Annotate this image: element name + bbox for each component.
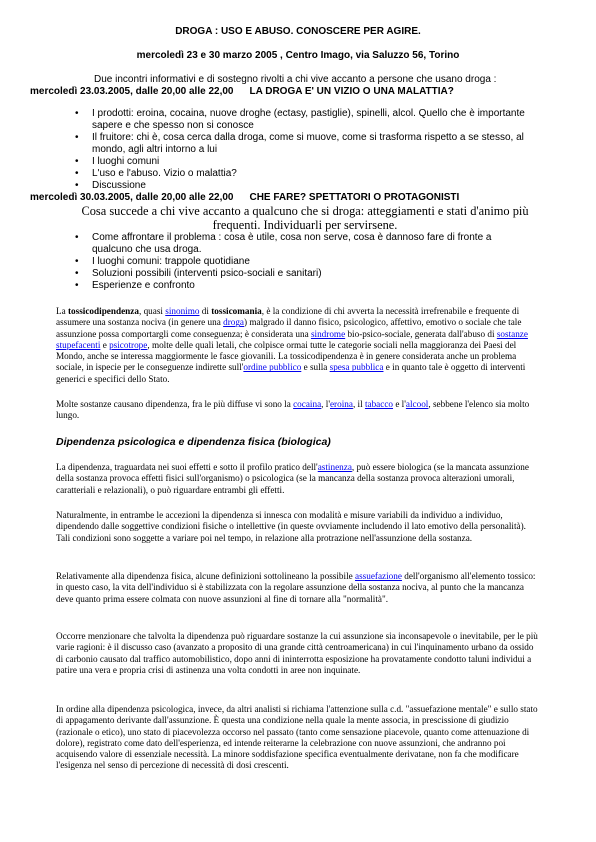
link-spesa-pubblica[interactable]: spesa pubblica	[329, 362, 384, 373]
link-ordine-pubblico[interactable]: ordine pubblico	[243, 362, 302, 373]
text-run: e l'	[393, 399, 406, 409]
session2-date: mercoledì 30.03.2005, dalle 20,00 alle 22,00	[30, 192, 234, 203]
link-tabacco[interactable]: tabacco	[364, 399, 394, 409]
link-astinenza[interactable]: astinenza	[317, 462, 352, 472]
session1-heading	[30, 86, 454, 97]
list-item: • I luoghi comuni	[0, 156, 532, 168]
text-run: ) malgrado il danno fisico, psicologico, affettivo, emotivo o sociale che tale assunzione possa comportargli come conseguenza; è considerata una	[56, 317, 522, 339]
link-droga[interactable]: droga	[223, 317, 245, 328]
page-title: DROGA : USO E ABUSO. CONOSCERE PER AGIRE.	[175, 26, 421, 37]
text-run: e sulla	[301, 362, 330, 373]
text-run: Relativamente alla dipendenza fisica, alcune definizioni sottolineano la possibile	[56, 571, 356, 581]
text-run: bio-psico-sociale, generata dall'abuso di	[345, 328, 497, 339]
list-item: • Soluzioni possibili (interventi psico-sociali e sanitari)	[0, 268, 532, 280]
list-item: • Come affrontare il problema : cosa è utile, cosa non serve, cosa è dannoso fare di fronte a qualcuno che usa droga.	[0, 232, 532, 256]
list-item: • Esperienze e confronto	[0, 280, 532, 292]
paragraph-dipendenza	[56, 462, 540, 496]
link-sindrome[interactable]: sindrome	[310, 328, 346, 339]
session2-quote: Cosa succede a chi vive accanto a qualcuno che si droga: atteggiamenti e stati d'animo più frequenti. Individuarli per servirsene.	[81, 204, 529, 232]
session1-date: mercoledì 23.03.2005, dalle 20,00 alle 22,00	[30, 86, 234, 97]
term-tossicomania: tossicomania	[211, 306, 262, 316]
paragraph-tossicodipendenza	[56, 306, 540, 385]
link-assuefazione[interactable]: assuefazione	[355, 571, 402, 581]
paragraph-sostanze	[56, 399, 540, 422]
text-run: , può essere biologica (se la mancata assunzione della sostanza provoca effetti fisici sull'organismo) o psicologica (se la mancanza della sostanza provoca alterazioni umorali, caratteriali e relazionali), o può riguardare entrambi gli effetti.	[56, 462, 529, 495]
text-run: Molte sostanze causano dipendenza, fra le più diffuse vi sono la	[56, 399, 294, 409]
text-run: La	[56, 306, 68, 316]
text-run: , molte delle quali letali, che colpisce ormai tutte le categorie sociali nella maggioranza dei Paesi del Mondo, anche se interessa maggiormente le fasce giovanili. La tossicodipendenza è in genere considerata anche un problema sociale, in ispecie per le conseguenze indirette sull'	[56, 339, 517, 373]
link-alcool[interactable]: alcool	[405, 399, 429, 409]
session2-topic: CHE FARE? SPETTATORI O PROTAGONISTI	[249, 192, 460, 203]
text-run: , l'	[321, 399, 330, 409]
text-run: di	[199, 306, 212, 316]
paragraph-dipendenza-psicologica: In ordine alla dipendenza psicologica, invece, da altri analisti si richiama l'attenzione sulla c.d. "assuefazione mentale" e sullo stato di appagamento derivante dall'assunzione. È questa una condizione nella quale la mente associa, in prescissione di giudizio (razionale o etico), uno stato di piacevolezza occorso nel passato (tanto come sensazione piacevole, quanto come attenuazione di dolore), registrato come dato dell'esperienza, ed intende reiterarne la celebrazione con nuove assunzioni, che andranno poi acquisendo valore di essenziale necessità. La minore soddisfazione specifica eventualmente derivatane, non fa che modificare l'esigenza nel senso di percezione di necessità di dosi crescenti.	[56, 704, 538, 771]
paragraph-inquinamento: Occorre menzionare che talvolta la dipendenza può riguardare sostanze la cui assunzione sia inconsapevole o inevitabile, per le più varie ragioni: è il discusso caso (avanzato a proposito di una grande città centroamericana) in cui l'inquinamento urbano da ossido di carbonio causato dal traffico automobilistico, dopo anni di ininterrotta esposizione ha provatamente condotto taluni individui a patire una vera e propria crisi di astinenza una volta condotti in aree non inquinate.	[56, 631, 538, 675]
text-run: dell'organismo all'elemento tossico: in questo caso, la vita dell'individuo si è stabilizzata con la regolare assunzione della sostanza nociva, al punto che la mancanza deve quanto prima essere colmata con nuove assunzioni al fine di tornare alla "normalità".	[56, 571, 536, 604]
link-sostanze-stupefacenti[interactable]: sostanze stupefacenti	[56, 328, 528, 350]
text-run: e	[100, 339, 110, 350]
session2-heading	[30, 192, 459, 203]
session1-topic: LA DROGA E' UN VIZIO O UNA MALATTIA?	[249, 86, 454, 97]
paragraph-dipendenza-fisica	[56, 571, 540, 605]
list-item: • Discussione	[0, 180, 532, 192]
intro-text: Due incontri informativi e di sostegno rivolti a chi vive accanto a persone che usano droga :	[94, 74, 497, 85]
link-cocaina[interactable]: cocaina	[293, 399, 322, 409]
text-run: La dipendenza, traguardata nei suoi effetti e sotto il profilo pratico dell'	[56, 462, 318, 472]
text-run: , sebbene l'elenco sia molto lungo.	[56, 399, 530, 421]
text-run: e in quanto tale è oggetto di interventi generici e specifici dello Stato.	[56, 362, 526, 384]
list-item: • L'uso e l'abuso. Vizio o malattia?	[0, 168, 532, 180]
link-psicotrope[interactable]: psicotrope	[109, 339, 148, 350]
event-subtitle: mercoledì 23 e 30 marzo 2005 , Centro Imago, via Saluzzo 56, Torino	[136, 50, 460, 61]
term-tossicodipendenza: tossicodipendenza	[68, 306, 139, 316]
list-item: • Il fruitore: chi è, cosa cerca dalla droga, come si muove, come si trasforma rispetto a se stesso, al mondo, agli altri intorno a lui	[0, 132, 532, 156]
text-run: , è la condizione di chi avverta la necessità irrefrenabile e frequente di assumere una sostanza nociva (in genere una	[56, 306, 520, 328]
list-item: • I luoghi comuni: trappole quotidiane	[0, 256, 532, 268]
paragraph-accezioni: Naturalmente, in entrambe le accezioni la dipendenza si innesca con modalità e misure variabili da individuo a individuo, dipendendo dalle soggettive condizioni fisiche o intellettive (in queste ovviamente includendo il lato emotivo della personalità). Tali condizioni sono soggette a variare poi nel tempo, in relazione alla protrazione nell'assunzione della sostanza.	[56, 510, 526, 543]
session2-list	[0, 232, 532, 292]
link-eroina[interactable]: eroina	[329, 399, 353, 409]
section-heading: Dipendenza psicologica e dipendenza fisica (biologica)	[56, 436, 331, 448]
text-run: , quasi	[138, 306, 166, 316]
session1-list	[0, 108, 532, 192]
text-run: , il	[352, 399, 365, 409]
link-sinonimo[interactable]: sinonimo	[165, 306, 200, 316]
list-item: • I prodotti: eroina, cocaina, nuove droghe (ectasy, pastiglie), spinelli, alcol. Quello che è importante sapere e che spesso non si conosce	[0, 108, 532, 132]
